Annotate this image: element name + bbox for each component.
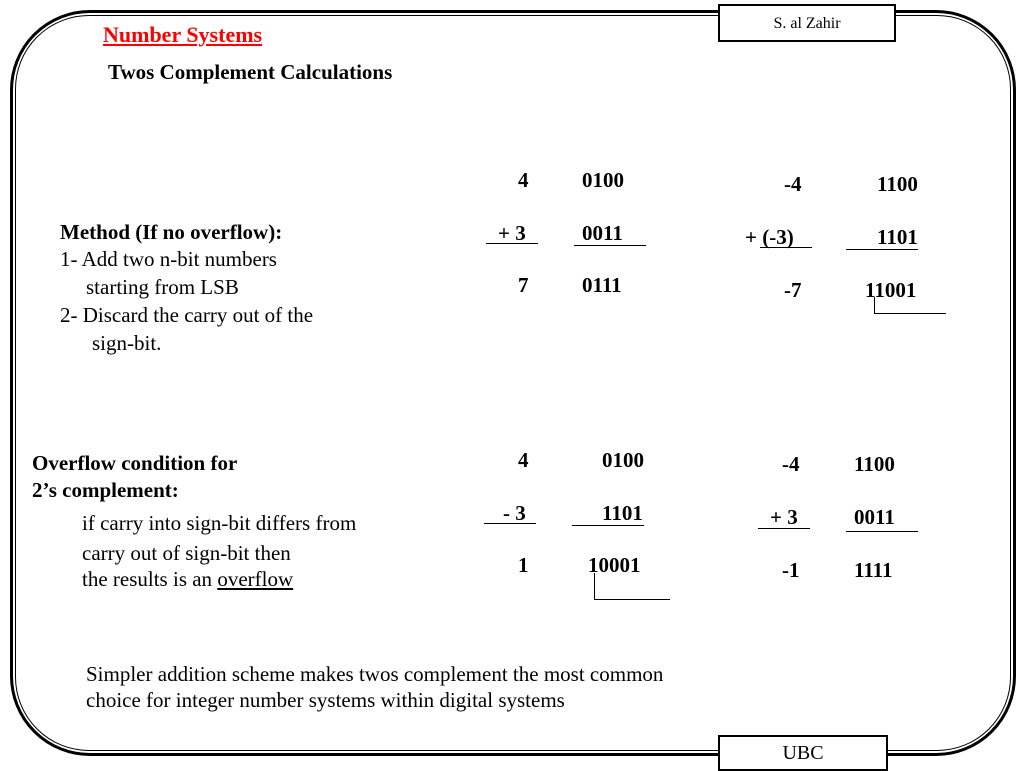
- ex4-a-decimal: -4: [782, 452, 800, 476]
- author-label: S. al Zahir: [773, 15, 841, 32]
- slide-frame-inner: [15, 15, 1011, 751]
- overflow-line2: carry out of sign-bit then: [82, 541, 291, 565]
- method-step1-line2: starting from LSB: [86, 275, 239, 299]
- ex3-a-decimal: 4: [518, 448, 529, 472]
- ex4-sum-line-binary: [846, 531, 918, 532]
- ex1-a-decimal: 4: [518, 168, 529, 192]
- ex4-a-binary: 1100: [854, 452, 895, 476]
- ex2-sum-line-decimal: [760, 247, 812, 248]
- author-box: [718, 4, 896, 42]
- ex1-b-binary: 0011: [582, 221, 623, 245]
- ex4-sum-line-decimal: [758, 528, 810, 529]
- ex2-b-decimal: + (-3): [745, 225, 794, 249]
- ex1-sum-line-binary: [574, 245, 646, 246]
- ex2-carry-bracket-horizontal: [874, 313, 946, 314]
- ex3-result-decimal: 1: [518, 553, 529, 577]
- ex2-result-binary: 11001: [865, 278, 917, 302]
- ex4-result-decimal: -1: [782, 558, 800, 582]
- ex1-result-decimal: 7: [518, 273, 529, 297]
- overflow-line1: if carry into sign-bit differs from: [82, 511, 357, 535]
- overflow-heading-line2: 2’s complement:: [32, 478, 179, 502]
- ex2-result-decimal: -7: [784, 278, 802, 302]
- conclusion-line1: Simpler addition scheme makes twos complement the most common: [86, 662, 664, 686]
- footer-label: UBC: [782, 742, 824, 764]
- overflow-emphasis: overflow: [217, 567, 294, 591]
- method-step2-line2: sign-bit.: [92, 331, 162, 355]
- ex4-b-decimal: + 3: [770, 505, 798, 529]
- ex3-sum-line-binary: [572, 525, 644, 526]
- ex1-a-binary: 0100: [582, 168, 624, 192]
- method-step2-line1: 2- Discard the carry out of the: [60, 303, 314, 327]
- ex3-carry-bracket-vertical: [594, 573, 595, 600]
- overflow-heading-line1: Overflow condition for: [32, 451, 238, 475]
- ex3-a-binary: 0100: [602, 448, 644, 472]
- ex3-carry-bracket-horizontal: [594, 599, 670, 600]
- ex1-b-decimal: + 3: [498, 221, 526, 245]
- slide-subtitle: Twos Complement Calculations: [108, 60, 393, 84]
- ex4-b-binary: 0011: [854, 505, 895, 529]
- ex3-result-binary: 10001: [588, 553, 641, 577]
- ex1-sum-line-decimal: [486, 243, 538, 244]
- ex2-carry-bracket-vertical: [874, 297, 875, 314]
- footer-box: [718, 735, 888, 771]
- ex2-sum-line-binary: [846, 249, 918, 250]
- ex2-a-decimal: -4: [784, 172, 802, 196]
- ex2-b-binary: 1101: [877, 225, 918, 249]
- overflow-line3: [82, 567, 293, 592]
- ex3-sum-line-decimal: [484, 523, 536, 524]
- slide-title: Number Systems: [103, 22, 263, 47]
- ex4-result-binary: 1111: [854, 558, 893, 582]
- ex3-b-binary: 1101: [602, 501, 643, 525]
- overflow-line3-prefix: the results is an: [82, 567, 218, 591]
- ex1-result-binary: 0111: [582, 273, 622, 297]
- ex3-b-decimal: - 3: [503, 501, 526, 525]
- ex2-a-binary: 1100: [877, 172, 918, 196]
- conclusion-line2: choice for integer number systems within digital systems: [86, 688, 565, 712]
- method-heading: Method (If no overflow):: [60, 220, 283, 244]
- method-step1-line1: 1- Add two n-bit numbers: [60, 247, 277, 271]
